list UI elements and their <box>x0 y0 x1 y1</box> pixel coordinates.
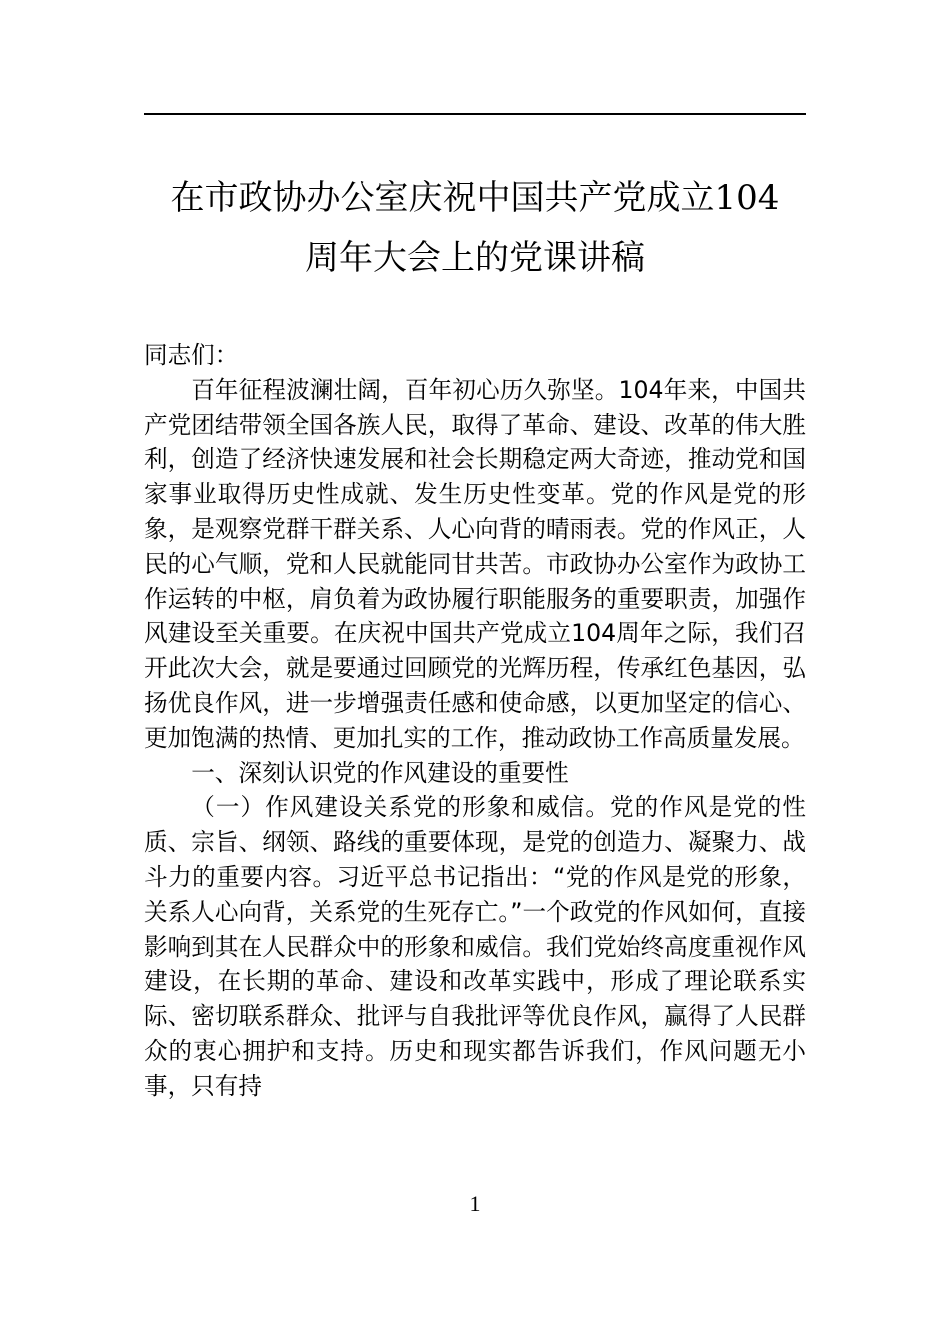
paragraph-section-1-1: （一）作风建设关系党的形象和威信。党的作风是党的性质、宗旨、纲领、路线的重要体现，是党的创造力、凝聚力、战斗力的重要内容。习近平总书记指出：“党的作风是党的形象，关系人心向背，关系党的生死存亡。”一个政党的作风如何，直接影响到其在人民群众中的形象和威信。我们党始终高度重视作风建设，在长期的革命、建设和改革实践中，形成了理论联系实际、密切联系群众、批评与自我批评等优良作风，赢得了人民群众的衷心拥护和支持。历史和现实都告诉我们，作风问题无小事，只有持 <box>144 793 806 1100</box>
title-line-1: 在市政协办公室庆祝中国共产党成立104 <box>170 178 780 218</box>
document-title <box>144 168 806 288</box>
section-heading-1: 一、深刻认识党的作风建设的重要性 <box>191 758 569 787</box>
paragraph-intro: 百年征程波澜壮阔，百年初心历久弥坚。104年来，中国共产党团结带领全国各族人民，取得了革命、建设、改革的伟大胜利，创造了经济快速发展和社会长期稳定两大奇迹，推动党和国家事业取得历史性成就、发生历史性变革。党的作风是党的形象，是观察党群干群关系、人心向背的晴雨表。党的作风正，人民的心气顺，党和人民就能同甘共苦。市政协办公室作为政协工作运转的中枢，肩负着为政协履行职能服务的重要职责，加强作风建设至关重要。在庆祝中国共产党成立104周年之际，我们召开此次大会，就是要通过回顾党的光辉历程，传承红色基因，弘扬优良作风，进一步增强责任感和使命感，以更加坚定的信心、更加饱满的热情、更加扎实的工作，推动政协工作高质量发展。 <box>144 375 806 752</box>
salutation: 同志们： <box>144 341 239 369</box>
page-number: 1 <box>469 1191 481 1216</box>
document-body <box>144 338 806 1104</box>
header-rule <box>144 113 806 115</box>
title-line-2: 周年大会上的党课讲稿 <box>305 238 645 278</box>
